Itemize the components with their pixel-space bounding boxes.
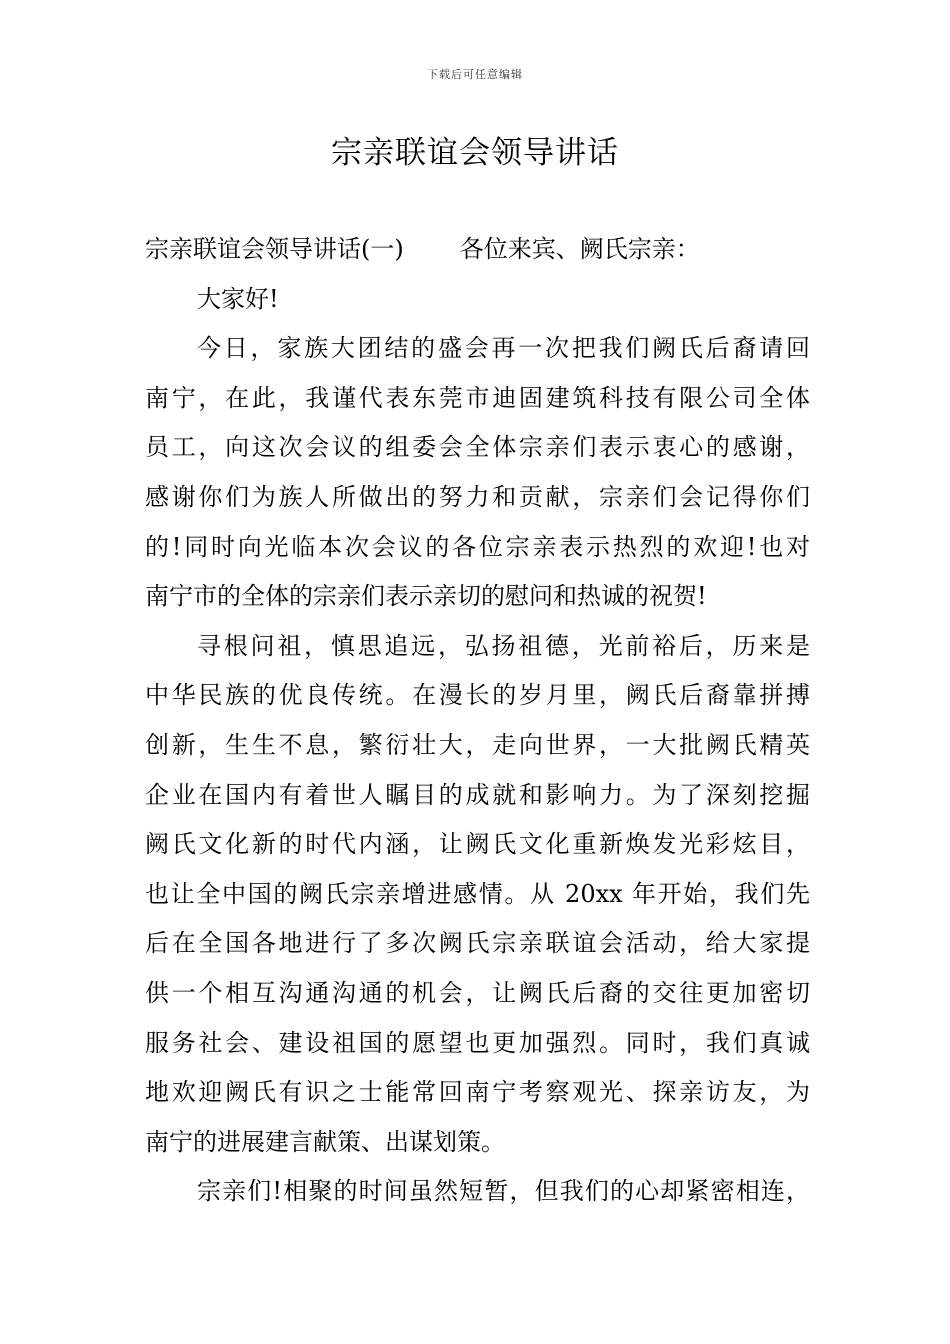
paragraph-2-line: 服务社会、建设祖国的愿望也更加强烈。同时，我们真诚 — [145, 1028, 810, 1057]
speech-subtitle: 宗亲联谊会领导讲话(一) — [145, 235, 404, 263]
greeting-paragraph — [145, 275, 810, 325]
paragraph-2-line: 企业在国内有着世人瞩目的成就和影响力。为了深刻挖掘 — [145, 780, 810, 809]
paragraph-2-line: 阙氏文化新的时代内涵，让阙氏文化重新焕发光彩炫目， — [145, 830, 810, 859]
header-note: 下载后可任意编辑 — [427, 68, 523, 81]
document-title: 宗亲联谊会领导讲话 — [331, 135, 619, 171]
paragraph-1-line: 感谢你们为族人所做出的努力和贡献，宗亲们会记得你们 — [145, 482, 810, 511]
paragraph-3 — [145, 1167, 810, 1217]
paragraph-1-line: 南宁市的全体的宗亲们表示亲切的慰问和热诚的祝贺! — [145, 582, 707, 611]
paragraph-2-line: 南宁的进展建言献策、出谋划策。 — [145, 1127, 505, 1156]
paragraph-2-line: 也让全中国的阙氏宗亲增进感情。从 20xx 年开始，我们先 — [145, 879, 810, 908]
opening-line — [145, 225, 810, 275]
paragraph-2-line: 地欢迎阙氏有识之士能常回南宁考察观光、探亲访友，为 — [145, 1078, 810, 1107]
paragraph-2-line: 中华民族的优良传统。在漫长的岁月里，阙氏后裔靠拼搏 — [145, 681, 810, 710]
paragraph-2-line: 供一个相互沟通沟通的机会，让阙氏后裔的交往更加密切 — [145, 978, 810, 1007]
opening-line-text — [145, 225, 810, 275]
greeting: 大家好! — [197, 284, 279, 313]
paragraph-1-line: 的!同时向光临本次会议的各位宗亲表示热烈的欢迎!也对 — [145, 532, 810, 561]
paragraph-2 — [145, 622, 810, 1168]
paragraph-1-line: 南宁，在此，我谨代表东莞市迪固建筑科技有限公司全体 — [145, 383, 810, 412]
paragraph-1 — [145, 324, 810, 622]
salutation: 各位来宾、阙氏宗亲： — [459, 235, 700, 263]
paragraph-2-line: 后在全国各地进行了多次阙氏宗亲联谊会活动，给大家提 — [145, 929, 810, 958]
paragraph-2-line: 创新，生生不息，繁衍壮大，走向世界，一大批阙氏精英 — [145, 730, 810, 759]
document-body — [145, 225, 810, 1217]
paragraph-3-line: 宗亲们!相聚的时间虽然短暂，但我们的心却紧密相连， — [197, 1177, 810, 1206]
paragraph-1-line: 员工，向这次会议的组委会全体宗亲们表示衷心的感谢， — [145, 433, 810, 462]
paragraph-2-line: 寻根问祖，慎思追远，弘扬祖德，光前裕后，历来是 — [197, 631, 810, 660]
paragraph-1-line: 今日，家族大团结的盛会再一次把我们阙氏后裔请回 — [197, 334, 810, 363]
